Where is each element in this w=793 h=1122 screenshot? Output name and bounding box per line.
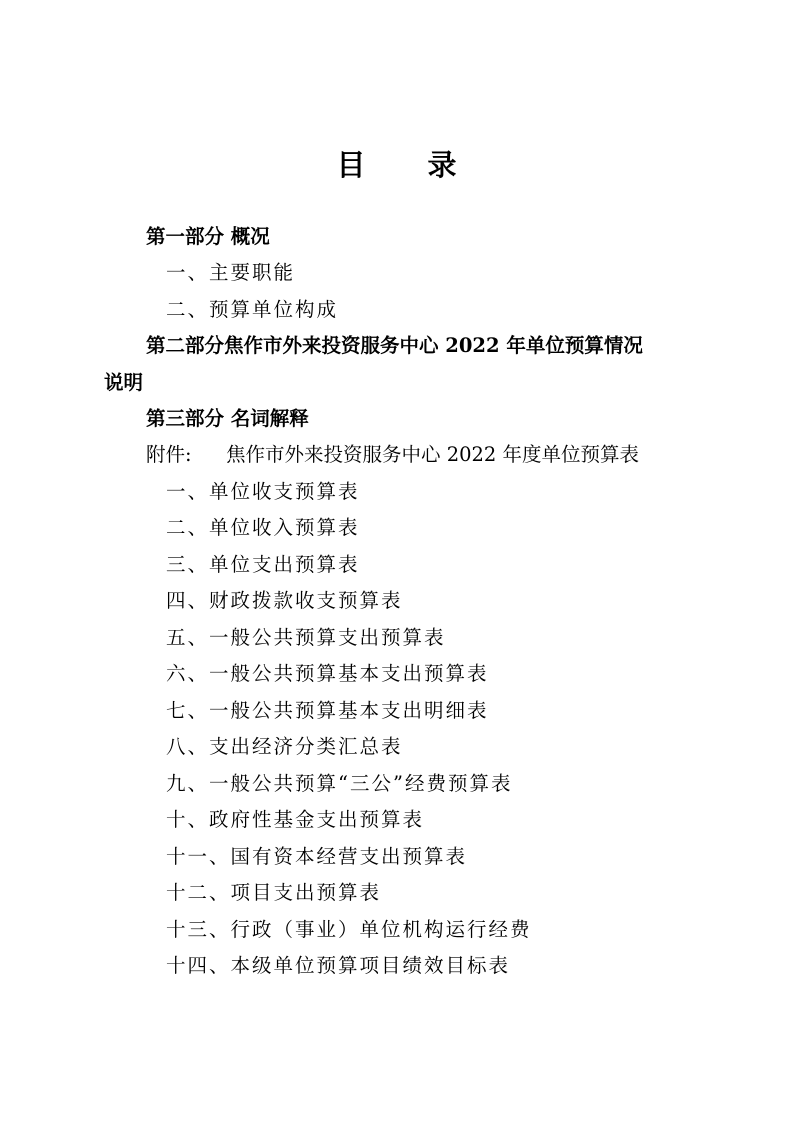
part1-item: 二、预算单位构成 xyxy=(166,298,339,321)
attachment-item: 九、一般公共预算“三公”经费预算表 xyxy=(166,772,513,795)
attachment-item: 五、一般公共预算支出预算表 xyxy=(166,626,446,649)
attachment-item: 三、单位支出预算表 xyxy=(166,553,360,576)
attachment-item: 四、财政拨款收支预算表 xyxy=(166,589,403,612)
attachment-title: 焦作市外来投资服务中心 2022 年度单位预算表 xyxy=(226,443,640,466)
attachment-label: 附件: xyxy=(146,443,192,466)
attachment-item: 二、单位收入预算表 xyxy=(166,516,360,539)
part3-heading: 第三部分 名词解释 xyxy=(146,407,309,430)
attachment-item: 七、一般公共预算基本支出明细表 xyxy=(166,699,489,722)
attachment-item: 六、一般公共预算基本支出预算表 xyxy=(166,662,489,685)
part2-heading-continued: 说明 xyxy=(104,371,144,394)
attachment-item: 八、支出经济分类汇总表 xyxy=(166,735,403,758)
part2-heading: 第二部分焦作市外来投资服务中心 2022 年单位预算情况 xyxy=(146,334,643,357)
attachment-item: 十二、项目支出预算表 xyxy=(166,881,382,904)
part1-item: 一、主要职能 xyxy=(166,261,296,284)
attachment-item: 十、政府性基金支出预算表 xyxy=(166,808,425,831)
part1-heading: 第一部分 概况 xyxy=(146,225,270,248)
attachment-item: 十三、行政（事业）单位机构运行经费 xyxy=(166,918,532,941)
page-title: 目 录 xyxy=(336,148,483,182)
attachment-item: 一、单位收支预算表 xyxy=(166,480,360,503)
attachment-item: 十一、国有资本经营支出预算表 xyxy=(166,845,468,868)
attachment-item: 十四、本级单位预算项目绩效目标表 xyxy=(166,954,511,977)
